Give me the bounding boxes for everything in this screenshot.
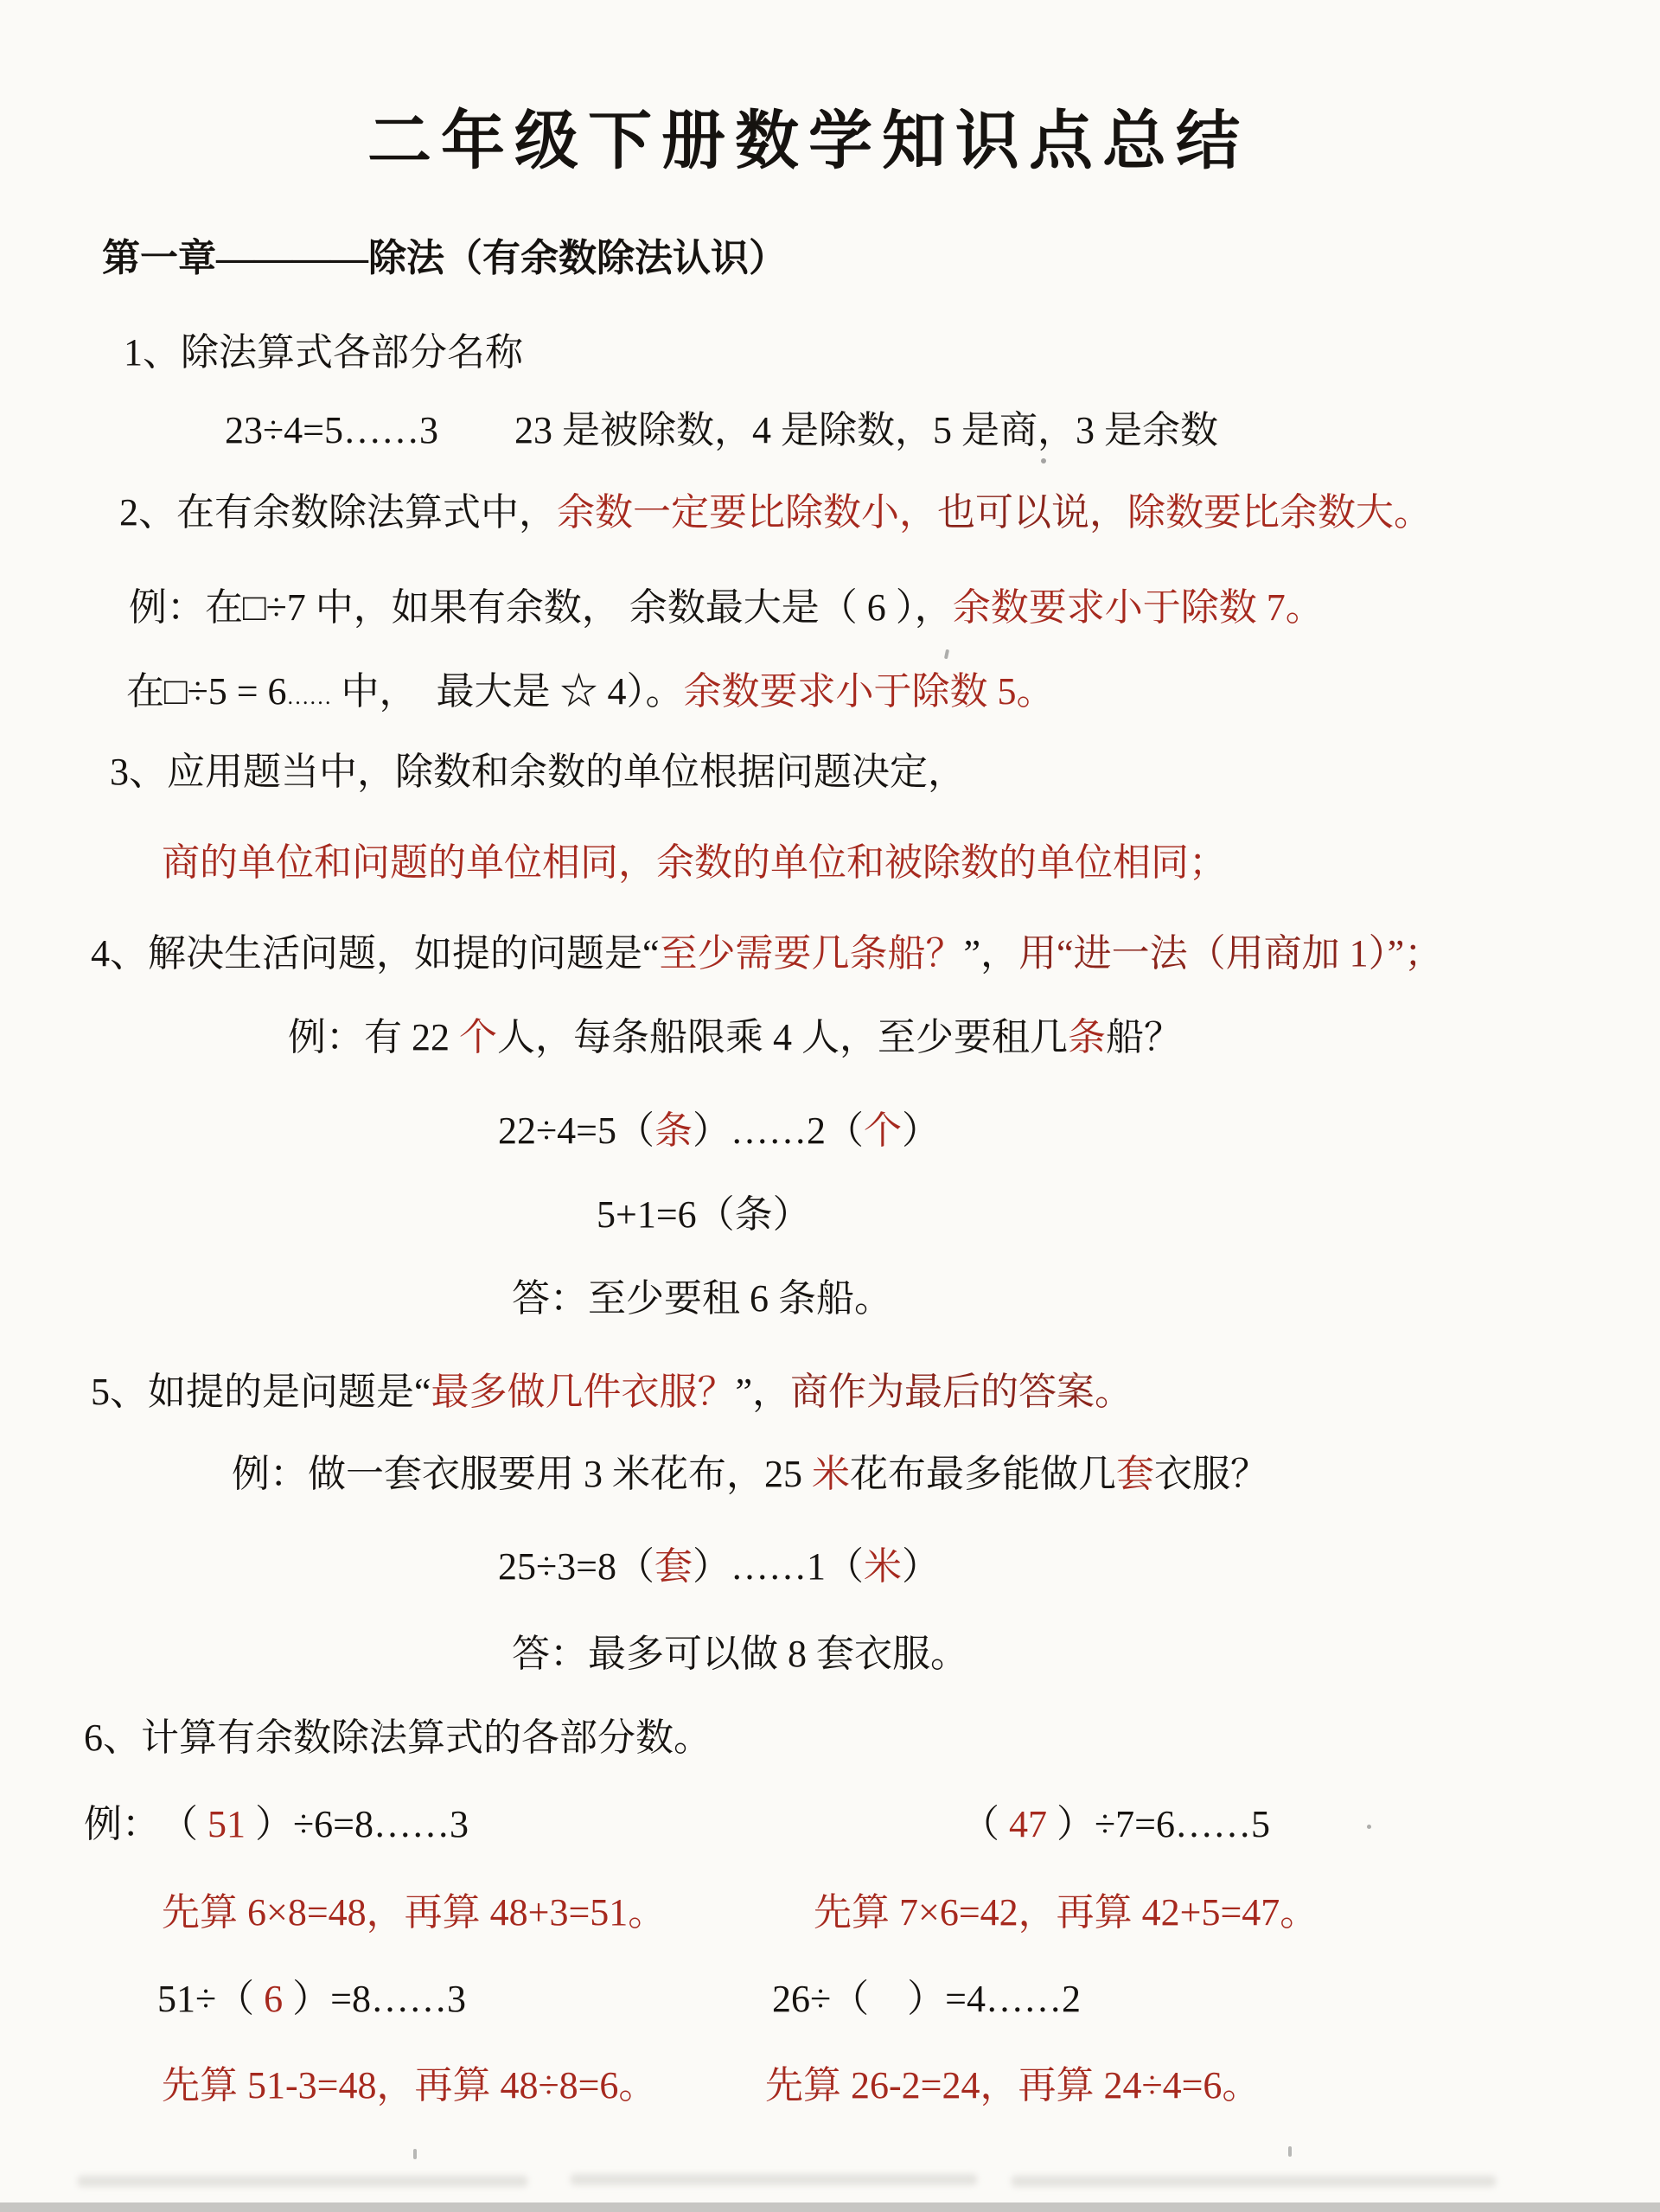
text-line — [814, 1891, 1318, 1934]
text-run: 25÷3=8（ — [498, 1545, 654, 1588]
text-run: 余数最大是（ 6 ）， — [629, 586, 953, 629]
text-line — [288, 1016, 1182, 1058]
text-run: ） — [901, 1545, 940, 1588]
text-line — [126, 670, 1055, 713]
text-line — [772, 1978, 1081, 2020]
text-run: 套 — [1116, 1453, 1154, 1495]
text-line — [162, 1891, 666, 1934]
scan-speck — [413, 2149, 417, 2159]
text-line — [119, 491, 1432, 534]
text-run: 用“进一法（用商加 1）”； — [1018, 932, 1443, 975]
text-run: 6、计算有余数除法算式的各部分数。 — [84, 1717, 712, 1759]
text-line — [765, 2064, 1260, 2107]
text-line — [498, 1545, 940, 1588]
text-run: 51 — [208, 1803, 246, 1845]
scan-speck — [1288, 2146, 1292, 2157]
text-run: 衣服？ — [1154, 1453, 1268, 1495]
text-run: ） — [901, 1109, 940, 1152]
text-run: 答：最多可以做 8 套衣服。 — [512, 1633, 968, 1675]
text-run: 例：做一套衣服要用 3 米花布，25 — [232, 1453, 812, 1495]
text-line — [162, 841, 1227, 884]
text-line — [961, 1803, 1270, 1845]
text-line — [129, 586, 1324, 629]
text-run: ”， — [963, 932, 1019, 975]
text-run: 23 是被除数，4 是除数，5 是商，3 是余数 — [514, 409, 1218, 451]
text-run: 例：在□÷7 中，如果有余数， — [129, 586, 629, 629]
text-run: 中， — [331, 670, 399, 713]
text-run: 6 — [264, 1978, 284, 2020]
text-run: ）÷6=8……3 — [246, 1803, 469, 1845]
scan-speck — [1367, 1825, 1371, 1829]
text-line — [225, 409, 1218, 451]
text-run: 人，每条船限乘 4 人，至少要租几 — [497, 1016, 1068, 1058]
text-run: 商的单位和问题的单位相同， — [162, 841, 656, 884]
text-run: 例： （ — [84, 1803, 208, 1845]
text-line — [84, 1717, 712, 1759]
scan-smudge — [78, 2176, 527, 2187]
text-run: 先算 26-2=24，再算 24÷4=6。 — [765, 2064, 1261, 2107]
text-run: 花布最多能做几 — [850, 1453, 1116, 1495]
text-run: 余数要求小于除数 7。 — [952, 586, 1324, 629]
text-run: 5、如提的是问题是“ — [91, 1371, 431, 1413]
text-run: 1、除法算式各部分名称 — [124, 331, 523, 374]
text-run: 至少需要几条船？ — [659, 932, 964, 975]
text-run: 3、应用题当中，除数和余数的单位根据问题决定， — [110, 751, 966, 793]
text-run: 47 — [1009, 1803, 1047, 1845]
text-line — [512, 1633, 968, 1675]
text-line — [124, 331, 523, 374]
text-line — [597, 1193, 811, 1236]
text-run — [399, 670, 437, 713]
text-run: ）……2（ — [692, 1109, 864, 1152]
text-run: ）……1（ — [692, 1545, 864, 1588]
text-run: ）=8……3 — [283, 1978, 466, 2020]
text-run: 船？ — [1106, 1016, 1182, 1058]
text-run: …… — [286, 684, 332, 709]
text-run: 5+1=6（条） — [597, 1193, 811, 1236]
text-run: 23÷4=5……3 — [225, 409, 438, 451]
text-run — [438, 409, 514, 451]
text-run: 26÷（ ）=4……2 — [772, 1978, 1081, 2020]
scan-edge-bar — [0, 2202, 1660, 2212]
text-run: 4、解决生活问题，如提的问题是“ — [91, 932, 660, 975]
text-run: 51÷（ — [157, 1978, 265, 2020]
text-run: 个 — [863, 1109, 902, 1152]
text-line — [84, 1803, 469, 1845]
text-run: 余数一定要比除数小， — [557, 491, 937, 534]
text-run: （ — [961, 1803, 1009, 1845]
text-run: 最大是 ☆ 4）。 — [436, 670, 684, 713]
scan-speck — [1041, 458, 1046, 463]
text-run: 先算 6×8=48，再算 48+3=51。 — [162, 1891, 667, 1934]
text-run: 米 — [863, 1545, 902, 1588]
text-run: 套 — [654, 1545, 693, 1588]
text-run: 最多做几件衣服？ — [431, 1371, 736, 1413]
text-line — [91, 932, 1442, 975]
text-run: 余数要求小于除数 5。 — [683, 670, 1055, 713]
text-run: 商作为最后的答案。 — [790, 1371, 1133, 1413]
text-run: 条 — [1068, 1016, 1106, 1058]
text-run: 先算 51-3=48，再算 48÷8=6。 — [162, 2064, 657, 2107]
text-run: ）÷7=6……5 — [1047, 1803, 1270, 1845]
text-run: 2、在有余数除法算式中， — [119, 491, 557, 534]
page-title: 二年级下册数学知识点总结 — [367, 106, 1249, 177]
text-run: 先算 7×6=42，再算 42+5=47。 — [814, 1891, 1318, 1934]
text-run: 例：有 22 — [288, 1016, 459, 1058]
scan-speck — [944, 649, 949, 660]
text-run: 22÷4=5（ — [498, 1109, 654, 1152]
scan-smudge — [571, 2174, 977, 2185]
text-run: 在□÷5 = 6 — [126, 670, 287, 713]
text-line — [91, 1371, 1133, 1413]
text-run: 条 — [654, 1109, 693, 1152]
text-run: 个 — [459, 1016, 497, 1058]
text-run: 也可以说， — [937, 491, 1127, 534]
text-line — [512, 1277, 892, 1320]
text-run: 答：至少要租 6 条船。 — [512, 1277, 892, 1320]
text-line — [110, 751, 966, 793]
text-line — [157, 1978, 466, 2020]
text-run: 除数要比余数大。 — [1127, 491, 1432, 534]
text-line — [498, 1109, 940, 1152]
text-line — [162, 2064, 656, 2107]
text-run: 余数的单位和被除数的单位相同； — [656, 841, 1227, 884]
chapter-heading: 第一章————除法（有余数除法认识） — [102, 237, 787, 279]
text-run: 米 — [812, 1453, 850, 1495]
text-line — [232, 1453, 1268, 1495]
scan-smudge — [1012, 2176, 1496, 2187]
text-run: ”， — [735, 1371, 791, 1413]
